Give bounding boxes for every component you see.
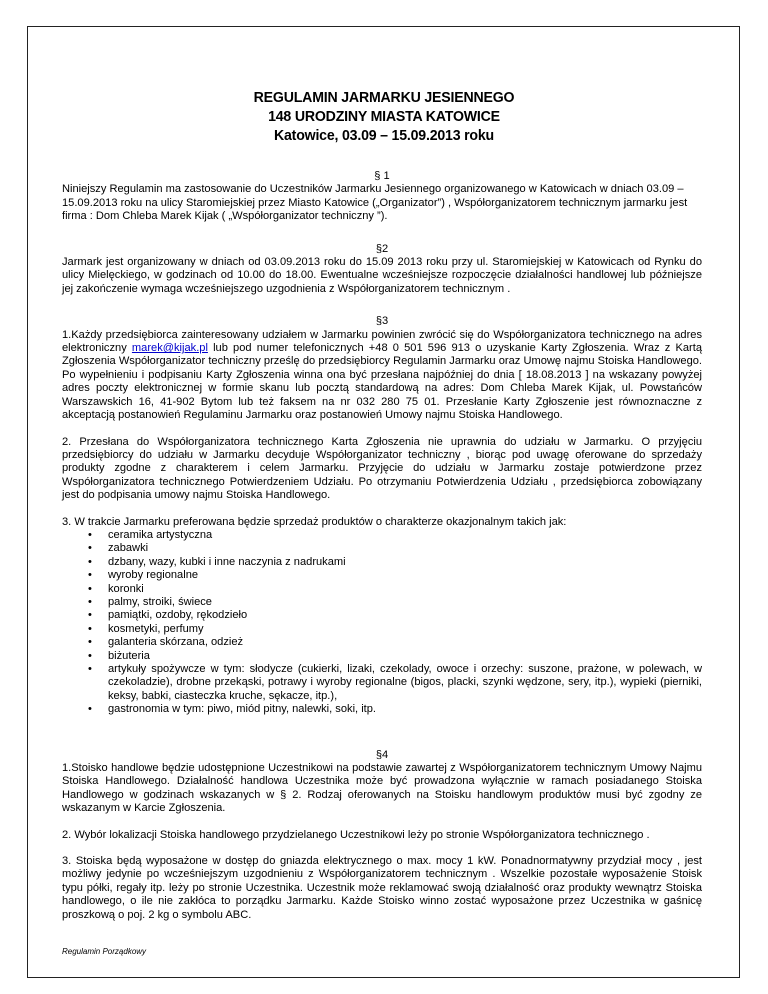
text: 1.Każdy przedsiębiorca zainteresowany udziałem w Jarmarku powinien zwrócić się do Współorganizatora technicznego na adres elektroniczny [62, 328, 702, 355]
section-4-paragraph-1: 1.Stoisko handlowe będzie udostępnione Uczestnikowi na podstawie zawartej z Współorganizatorem technicznym Umowy Najmu Stoiska Handlowego. Działalność handlowa Uczestnika może być prowadzona wyłącznie w ramach posiadanego Stoiska Handlowego w godzinach wskazanych w § 2. Rodzaj oferowanych na Stoisku handlowym produktów musi być zgodny ze wskazanym w Karcie Zgłoszenia. [62, 762, 702, 815]
page-footer: Regulamin Porządkowy [62, 947, 147, 956]
section-2-heading: §2 [375, 242, 389, 255]
section-3-heading: §3 [375, 315, 389, 328]
list-item: • kosmetyki, perfumy [98, 623, 702, 636]
section-2-text: Jarmark jest organizowany w dniach od 03.09.2013 roku do 15.09 2013 roku przy ul. Staromiejskiej w Katowicach od Rynku do ulicy Mielęckiego, w godzinach od 10.00 do 18.00. Ewentualne wcześniejsze rozpoczęcie działalności handlowej lub późniejsze jej zakończenie wymaga wcześniejszego uzgodnienia z Współorganizatorem technicznym . [62, 256, 702, 295]
product-list [62, 529, 702, 717]
list-item: • zabawki [98, 542, 702, 555]
list-item: • pamiątki, ozdoby, rękodzieło [98, 609, 702, 622]
list-item: • palmy, stroiki, świece [98, 596, 702, 609]
list-item: • artykuły spożywcze w tym: słodycze (cukierki, lizaki, czekolady, owoce i orzechy: suszone, prażone, w polewach, w czekoladzie), drobne przekąski, potrawy i wyroby regionalne (bigos, placki, szynki wędzone, sery, itp.), wypieki (pierniki, keksy, babki, ciasteczka kruche, sękacze, itp.), [98, 663, 702, 703]
list-item: • wyroby regionalne [98, 569, 702, 582]
section-3-paragraph-1 [62, 329, 702, 423]
email-link[interactable]: marek@kijak.pl [131, 342, 208, 355]
section-1-text: Niniejszy Regulamin ma zastosowanie do Uczestników Jarmarku Jesiennego organizowanego w Katowicach w dniach 03.09 – 15.09.2013 roku na ulicy Staromiejskiej przez Miasto Katowice („Organizator”) , Współorganizatorem technicznym jarmarku jest firma : Dom Chleba Marek Kijak ( „Współorganizator techniczny ”). [62, 183, 688, 223]
document-body [62, 170, 702, 922]
list-item: • ceramika artystyczna [98, 529, 702, 542]
title-line-2: 148 URODZINY MIASTA KATOWICE [268, 108, 500, 125]
text: lub pod numer telefonicznych +48 0 501 596 913 o uzyskanie Karty Zgłoszenia. Wraz z Kartą Zgłoszenia Współorganizator techniczny prześlę do przedsiębiorcy Regulamin Jarmarku oraz Umowę najmu Stoiska Handlowego. Po wypełnieniu i podpisaniu Karty Zgłoszenia winna ona być przesłana najpóźniej do dnia [ 18.08.2013 ] na wskazany powyżej adres poczty elektronicznej w formie skanu lub pocztą standardową na adres: Dom Chleba Marek Kijak, ul. Powstańców Warszawskich 16, 41-902 Bytom lub też faksem na nr 032 280 75 01. Przesłanie Karty Zgłoszenie jest równoznaczne z akceptacją postanowień Regulaminu Jarmarku oraz postanowień Umowy najmu Stoiska Handlowego. [62, 342, 703, 422]
section-4-paragraph-3: 3. Stoiska będą wyposażone w dostęp do gniazda elektrycznego o max. mocy 1 kW. Ponadnormatywny przydział mocy , jest możliwy jedynie po wcześniejszym uzgodnieniu z Współorganizatorem technicznym . Wszelkie pozostałe wyposażenie Stoisk typu półki, regały itp. leży po stronie Uczestnika. Uczestnik może reklamować swoją działalność oraz produkty wewnątrz Stoiska handlowego, o ile nie zakłóca to porządku Jarmarku. Każde Stoisko winno zostać wyposażone przez Uczestnika w gaśnicę proszkową o poj. 2 kg o symbolu ABC. [62, 855, 702, 921]
title-line-3: Katowice, 03.09 – 15.09.2013 roku [273, 127, 495, 144]
section-1-heading: § 1 [374, 170, 390, 182]
list-item: • galanteria skórzana, odzież [98, 636, 702, 649]
section-3-paragraph-2: 2. Przesłana do Współorganizatora technicznego Karta Zgłoszenia nie uprawnia do udziału w Jarmarku. O przyjęciu przedsiębiorcy do udziału w Jarmarku decyduje Współorganizator techniczny , biorąc pod uwagę oferowane do sprzedaży produkty zgodne z charakterem i celem Jarmarku. Przyjęcie do udziału w Jarmarku zostaje potwierdzone przez Współorganizatora technicznego Potwierdzeniem Udziału. Po otrzymaniu Potwierdzenia Udziału , przedsiębiorca zobowiązany jest do podpisania umowy najmu Stoiska Handlowego. [62, 435, 702, 502]
list-item: • koronki [98, 583, 702, 596]
section-4-paragraph-2: 2. Wybór lokalizacji Stoiska handlowego przydzielanego Uczestnikowi leży po stronie Współorganizatora technicznego . [62, 828, 650, 841]
section-4-heading: §4 [375, 748, 389, 761]
title-line-1: REGULAMIN JARMARKU JESIENNEGO [253, 89, 515, 106]
section-3-paragraph-3: 3. W trakcie Jarmarku preferowana będzie sprzedaż produktów o charakterze okazjonalnym takich jak: [62, 515, 567, 528]
list-item: • biżuteria [98, 650, 702, 663]
list-item: • dzbany, wazy, kubki i inne naczynia z nadrukami [98, 556, 702, 569]
list-item: • gastronomia w tym: piwo, miód pitny, nalewki, soki, itp. [98, 703, 702, 716]
